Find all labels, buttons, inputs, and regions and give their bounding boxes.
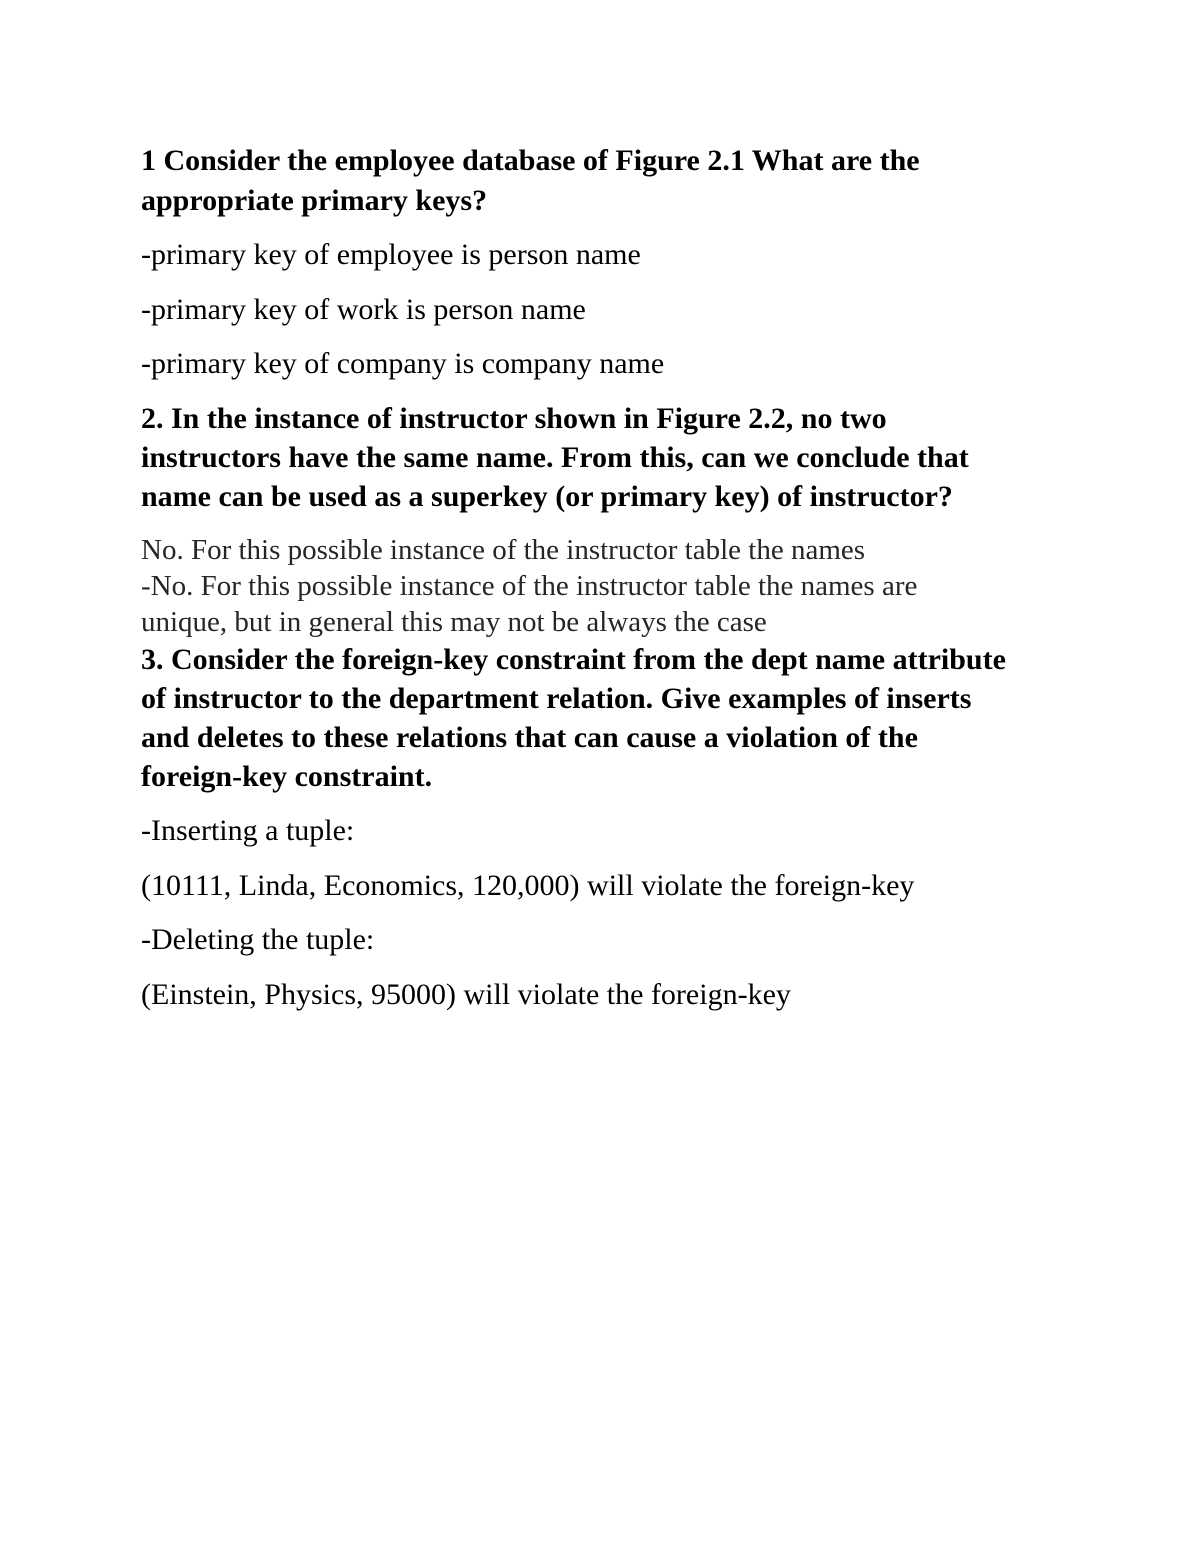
question-1-line-1: 1 Consider the employee database of Figure 2.1 What are the — [141, 144, 920, 177]
question-3-line-2: of instructor to the department relation. Give examples of inserts — [141, 682, 972, 715]
answer-1-line-3: -primary key of company is company name — [141, 347, 665, 380]
answer-1-line-1: -primary key of employee is person name — [141, 238, 641, 271]
question-1-line-2: appropriate primary keys? — [141, 184, 488, 217]
answer-1-line-2: -primary key of work is person name — [141, 293, 586, 326]
question-3-line-3: and deletes to these relations that can cause a violation of the — [141, 721, 918, 754]
answer-3-line-3: -Deleting the tuple: — [141, 923, 375, 956]
answer-3-line-4: (Einstein, Physics, 95000) will violate the foreign-key — [141, 978, 791, 1011]
answer-3-line-2: (10111, Linda, Economics, 120,000) will violate the foreign-key — [141, 869, 915, 902]
answer-2-line-3: unique, but in general this may not be always the case — [141, 606, 767, 638]
question-2-line-2: instructors have the same name. From this, can we conclude that — [141, 441, 969, 474]
answer-2-line-1: No. For this possible instance of the instructor table the names — [141, 534, 866, 566]
answer-3-line-1: -Inserting a tuple: — [141, 814, 355, 847]
question-2-line-3: name can be used as a superkey (or primary key) of instructor? — [141, 480, 953, 513]
question-3-line-4: foreign-key constraint. — [141, 760, 433, 793]
question-2-line-1: 2. In the instance of instructor shown in Figure 2.2, no two — [141, 402, 887, 435]
question-3-line-1: 3. Consider the foreign-key constraint from the dept name attribute — [141, 643, 1006, 676]
answer-2-line-2: -No. For this possible instance of the instructor table the names are — [141, 570, 918, 602]
